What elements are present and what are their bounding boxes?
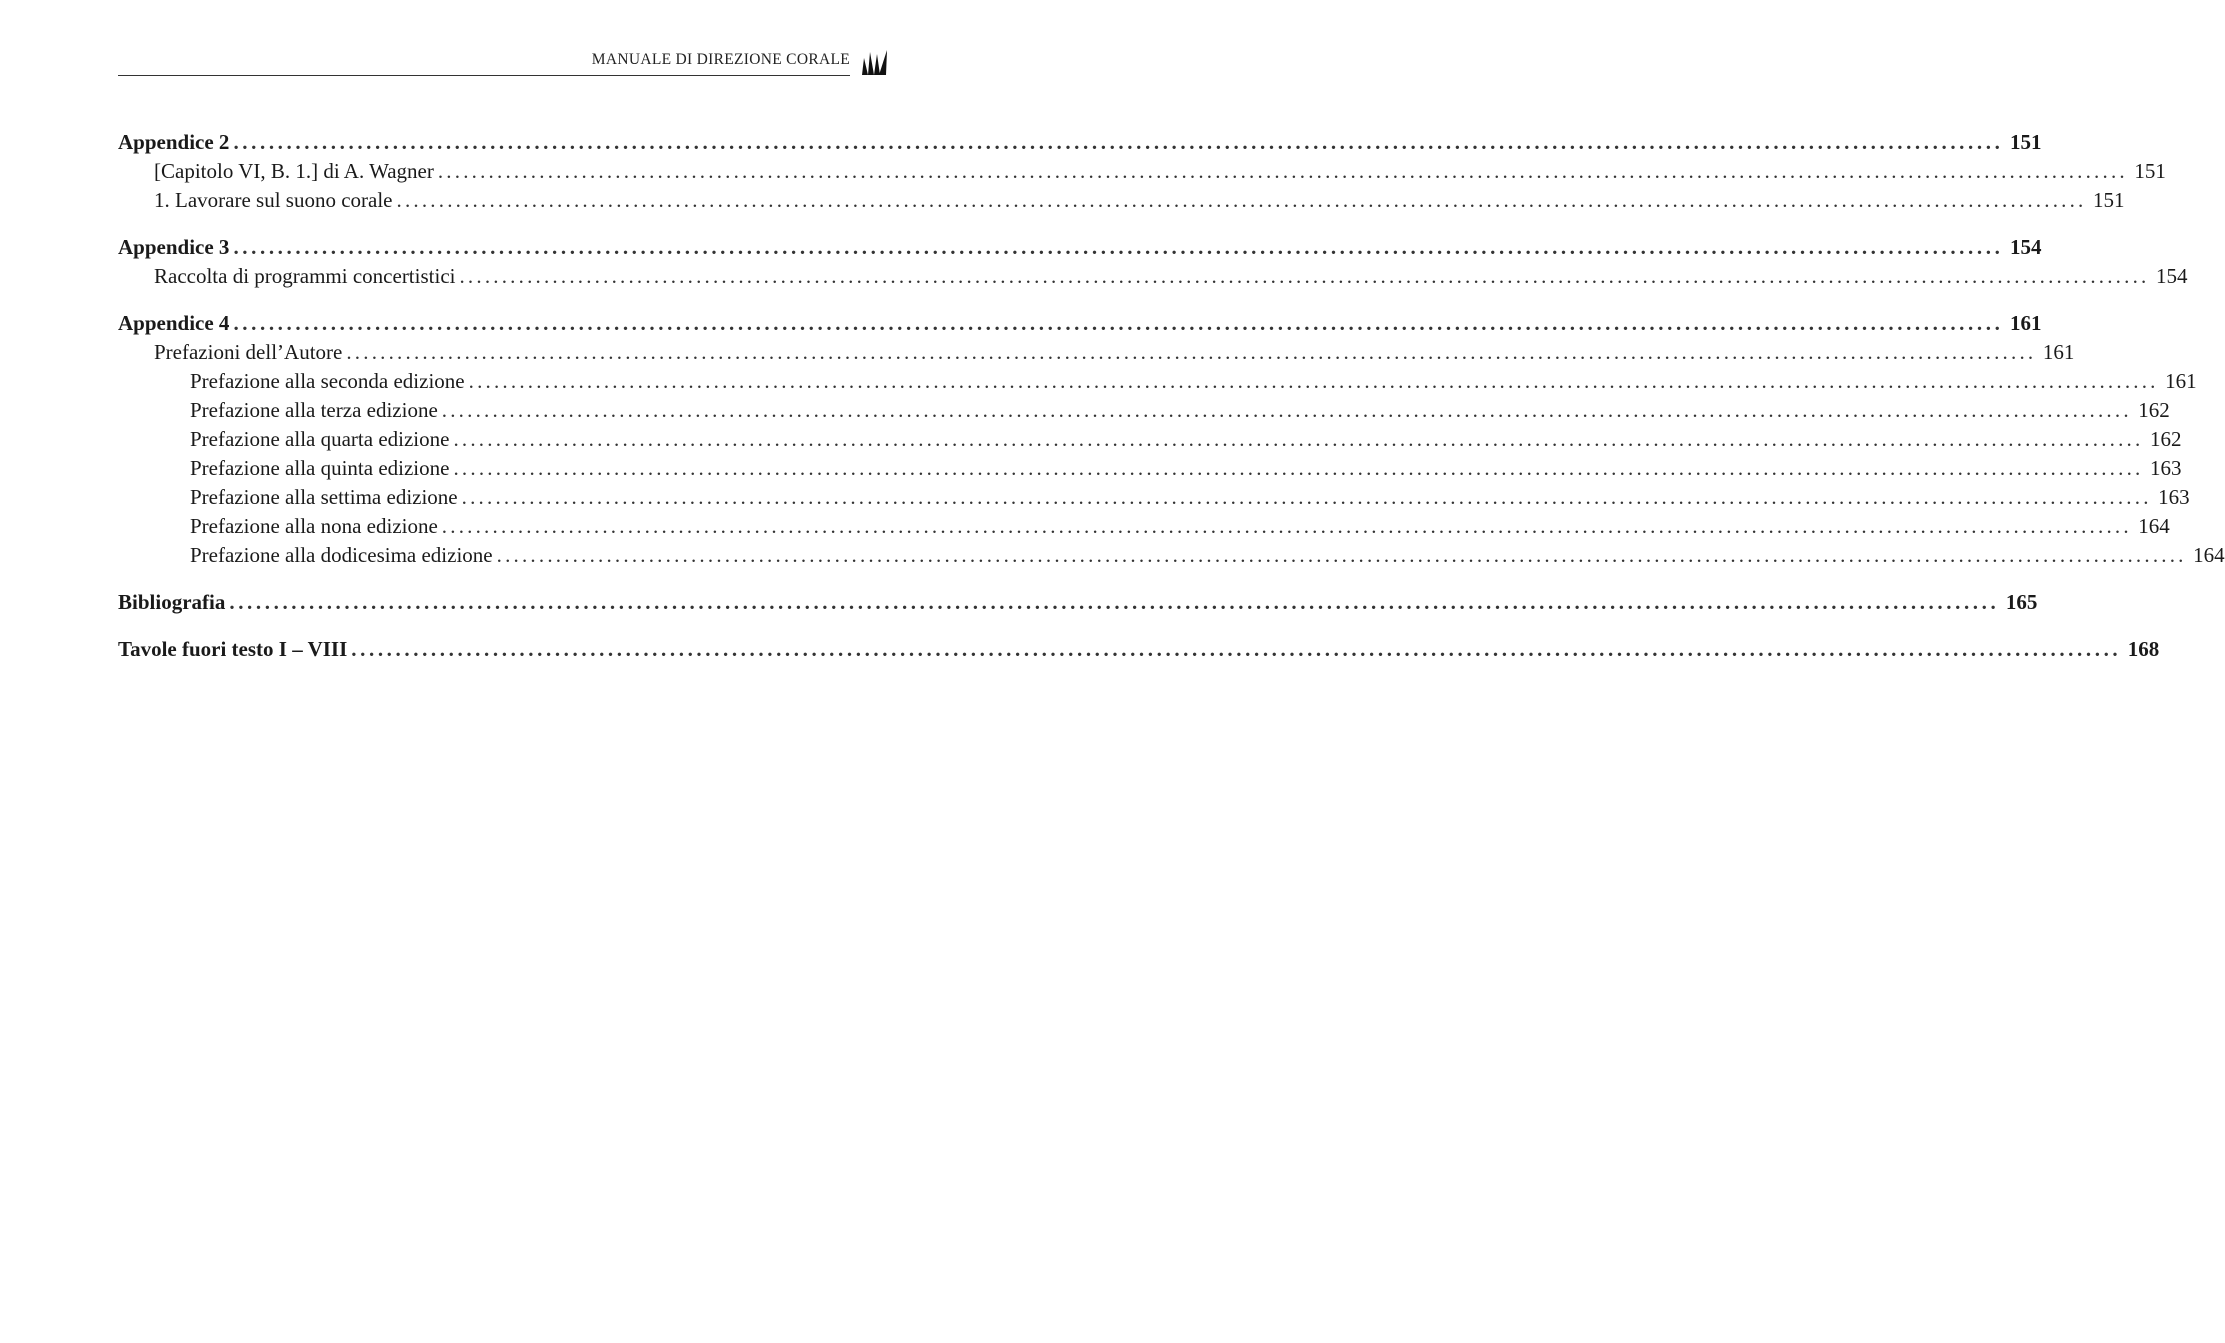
toc-entry-page: 163 bbox=[2158, 485, 2190, 509]
toc-entry bbox=[118, 588, 2038, 617]
toc-entry-page: 163 bbox=[2149, 456, 2182, 480]
toc-entry bbox=[118, 367, 2197, 396]
header-rule bbox=[118, 75, 850, 76]
toc-leader-dots: ........................................................................................................................................................................................................ bbox=[233, 130, 2004, 154]
toc-entry-label: Prefazione alla quarta edizione bbox=[190, 427, 450, 451]
toc-leader-dots: ........................................................................................................................................................................................................ bbox=[346, 340, 2037, 364]
toc-leader-dots: ........................................................................................................................................................................................................ bbox=[459, 264, 2150, 288]
toc-leader-dots: ........................................................................................................................................................................................................ bbox=[229, 590, 2000, 614]
toc-leader-dots: ........................................................................................................................................................................................................ bbox=[461, 485, 2152, 509]
toc-entry-page: 165 bbox=[2005, 590, 2038, 614]
toc-entry-label: Tavole fuori testo I – VIII bbox=[118, 637, 348, 661]
toc-leader-dots: ........................................................................................................................................................................................................ bbox=[441, 514, 2132, 538]
toc-entry bbox=[118, 186, 2125, 215]
toc-entry bbox=[118, 454, 2182, 483]
toc-group bbox=[118, 588, 2038, 617]
toc-entry bbox=[118, 128, 2042, 157]
publisher-leaf-logo-icon bbox=[860, 48, 888, 76]
toc-entry bbox=[118, 483, 2190, 512]
toc-leader-dots: ........................................................................................................................................................................................................ bbox=[233, 235, 2004, 259]
toc-entry-label: Prefazioni dell’Autore bbox=[154, 340, 343, 364]
toc-leader-dots: ........................................................................................................................................................................................................ bbox=[453, 456, 2144, 480]
toc-leader-dots: ........................................................................................................................................................................................................ bbox=[468, 369, 2159, 393]
toc-entry-page: 154 bbox=[2155, 264, 2188, 288]
toc-entry bbox=[118, 262, 2188, 291]
toc-entry-label: Prefazione alla settima edizione bbox=[190, 485, 458, 509]
running-header bbox=[118, 44, 888, 78]
running-header-title: MANUALE DI DIREZIONE CORALE bbox=[591, 51, 850, 68]
toc-group bbox=[118, 128, 2166, 215]
toc-leader-dots: ........................................................................................................................................................................................................ bbox=[233, 311, 2004, 335]
toc-group bbox=[118, 233, 2188, 291]
toc-group bbox=[118, 309, 2225, 570]
toc-entry-page: 164 bbox=[2193, 543, 2225, 567]
toc-entry bbox=[118, 309, 2042, 338]
table-of-contents bbox=[118, 128, 2225, 682]
toc-entry-label: Prefazione alla dodicesima edizione bbox=[190, 543, 493, 567]
toc-entry-page: 162 bbox=[2149, 427, 2182, 451]
toc-entry-label: [Capitolo VI, B. 1.] di A. Wagner bbox=[154, 159, 434, 183]
toc-entry-label: 1. Lavorare sul suono corale bbox=[154, 188, 393, 212]
toc-entry-page: 154 bbox=[2009, 235, 2042, 259]
toc-entry bbox=[118, 157, 2166, 186]
toc-leader-dots: ........................................................................................................................................................................................................ bbox=[351, 637, 2122, 661]
toc-entry bbox=[118, 425, 2182, 454]
toc-entry bbox=[118, 635, 2160, 664]
toc-entry-label: Appendice 4 bbox=[118, 311, 230, 335]
toc-entry-page: 162 bbox=[2138, 398, 2170, 422]
toc-leader-dots: ........................................................................................................................................................................................................ bbox=[441, 398, 2132, 422]
toc-entry-label: Bibliografia bbox=[118, 590, 226, 614]
toc-entry-label: Appendice 2 bbox=[118, 130, 230, 154]
toc-entry-label: Appendice 3 bbox=[118, 235, 230, 259]
toc-leader-dots: ........................................................................................................................................................................................................ bbox=[396, 188, 2087, 212]
toc-leader-dots: ........................................................................................................................................................................................................ bbox=[437, 159, 2128, 183]
toc-entry bbox=[118, 396, 2170, 425]
toc-leader-dots: ........................................................................................................................................................................................................ bbox=[453, 427, 2144, 451]
toc-group bbox=[118, 635, 2160, 664]
toc-entry-page: 161 bbox=[2009, 311, 2042, 335]
toc-entry-page: 164 bbox=[2138, 514, 2170, 538]
toc-entry-page: 168 bbox=[2127, 637, 2160, 661]
toc-entry-page: 161 bbox=[2165, 369, 2197, 393]
toc-entry-page: 161 bbox=[2042, 340, 2075, 364]
toc-entry-page: 151 bbox=[2134, 159, 2166, 183]
toc-entry-label: Raccolta di programmi concertistici bbox=[154, 264, 456, 288]
toc-leader-dots: ........................................................................................................................................................................................................ bbox=[496, 543, 2187, 567]
toc-entry-page: 151 bbox=[2093, 188, 2125, 212]
toc-entry-label: Prefazione alla quinta edizione bbox=[190, 456, 450, 480]
toc-entry bbox=[118, 233, 2042, 262]
toc-entry-label: Prefazione alla seconda edizione bbox=[190, 369, 465, 393]
toc-entry-page: 151 bbox=[2009, 130, 2042, 154]
toc-entry-label: Prefazione alla nona edizione bbox=[190, 514, 438, 538]
toc-entry bbox=[118, 338, 2075, 367]
toc-entry bbox=[118, 512, 2170, 541]
toc-entry bbox=[118, 541, 2225, 570]
toc-entry-label: Prefazione alla terza edizione bbox=[190, 398, 438, 422]
